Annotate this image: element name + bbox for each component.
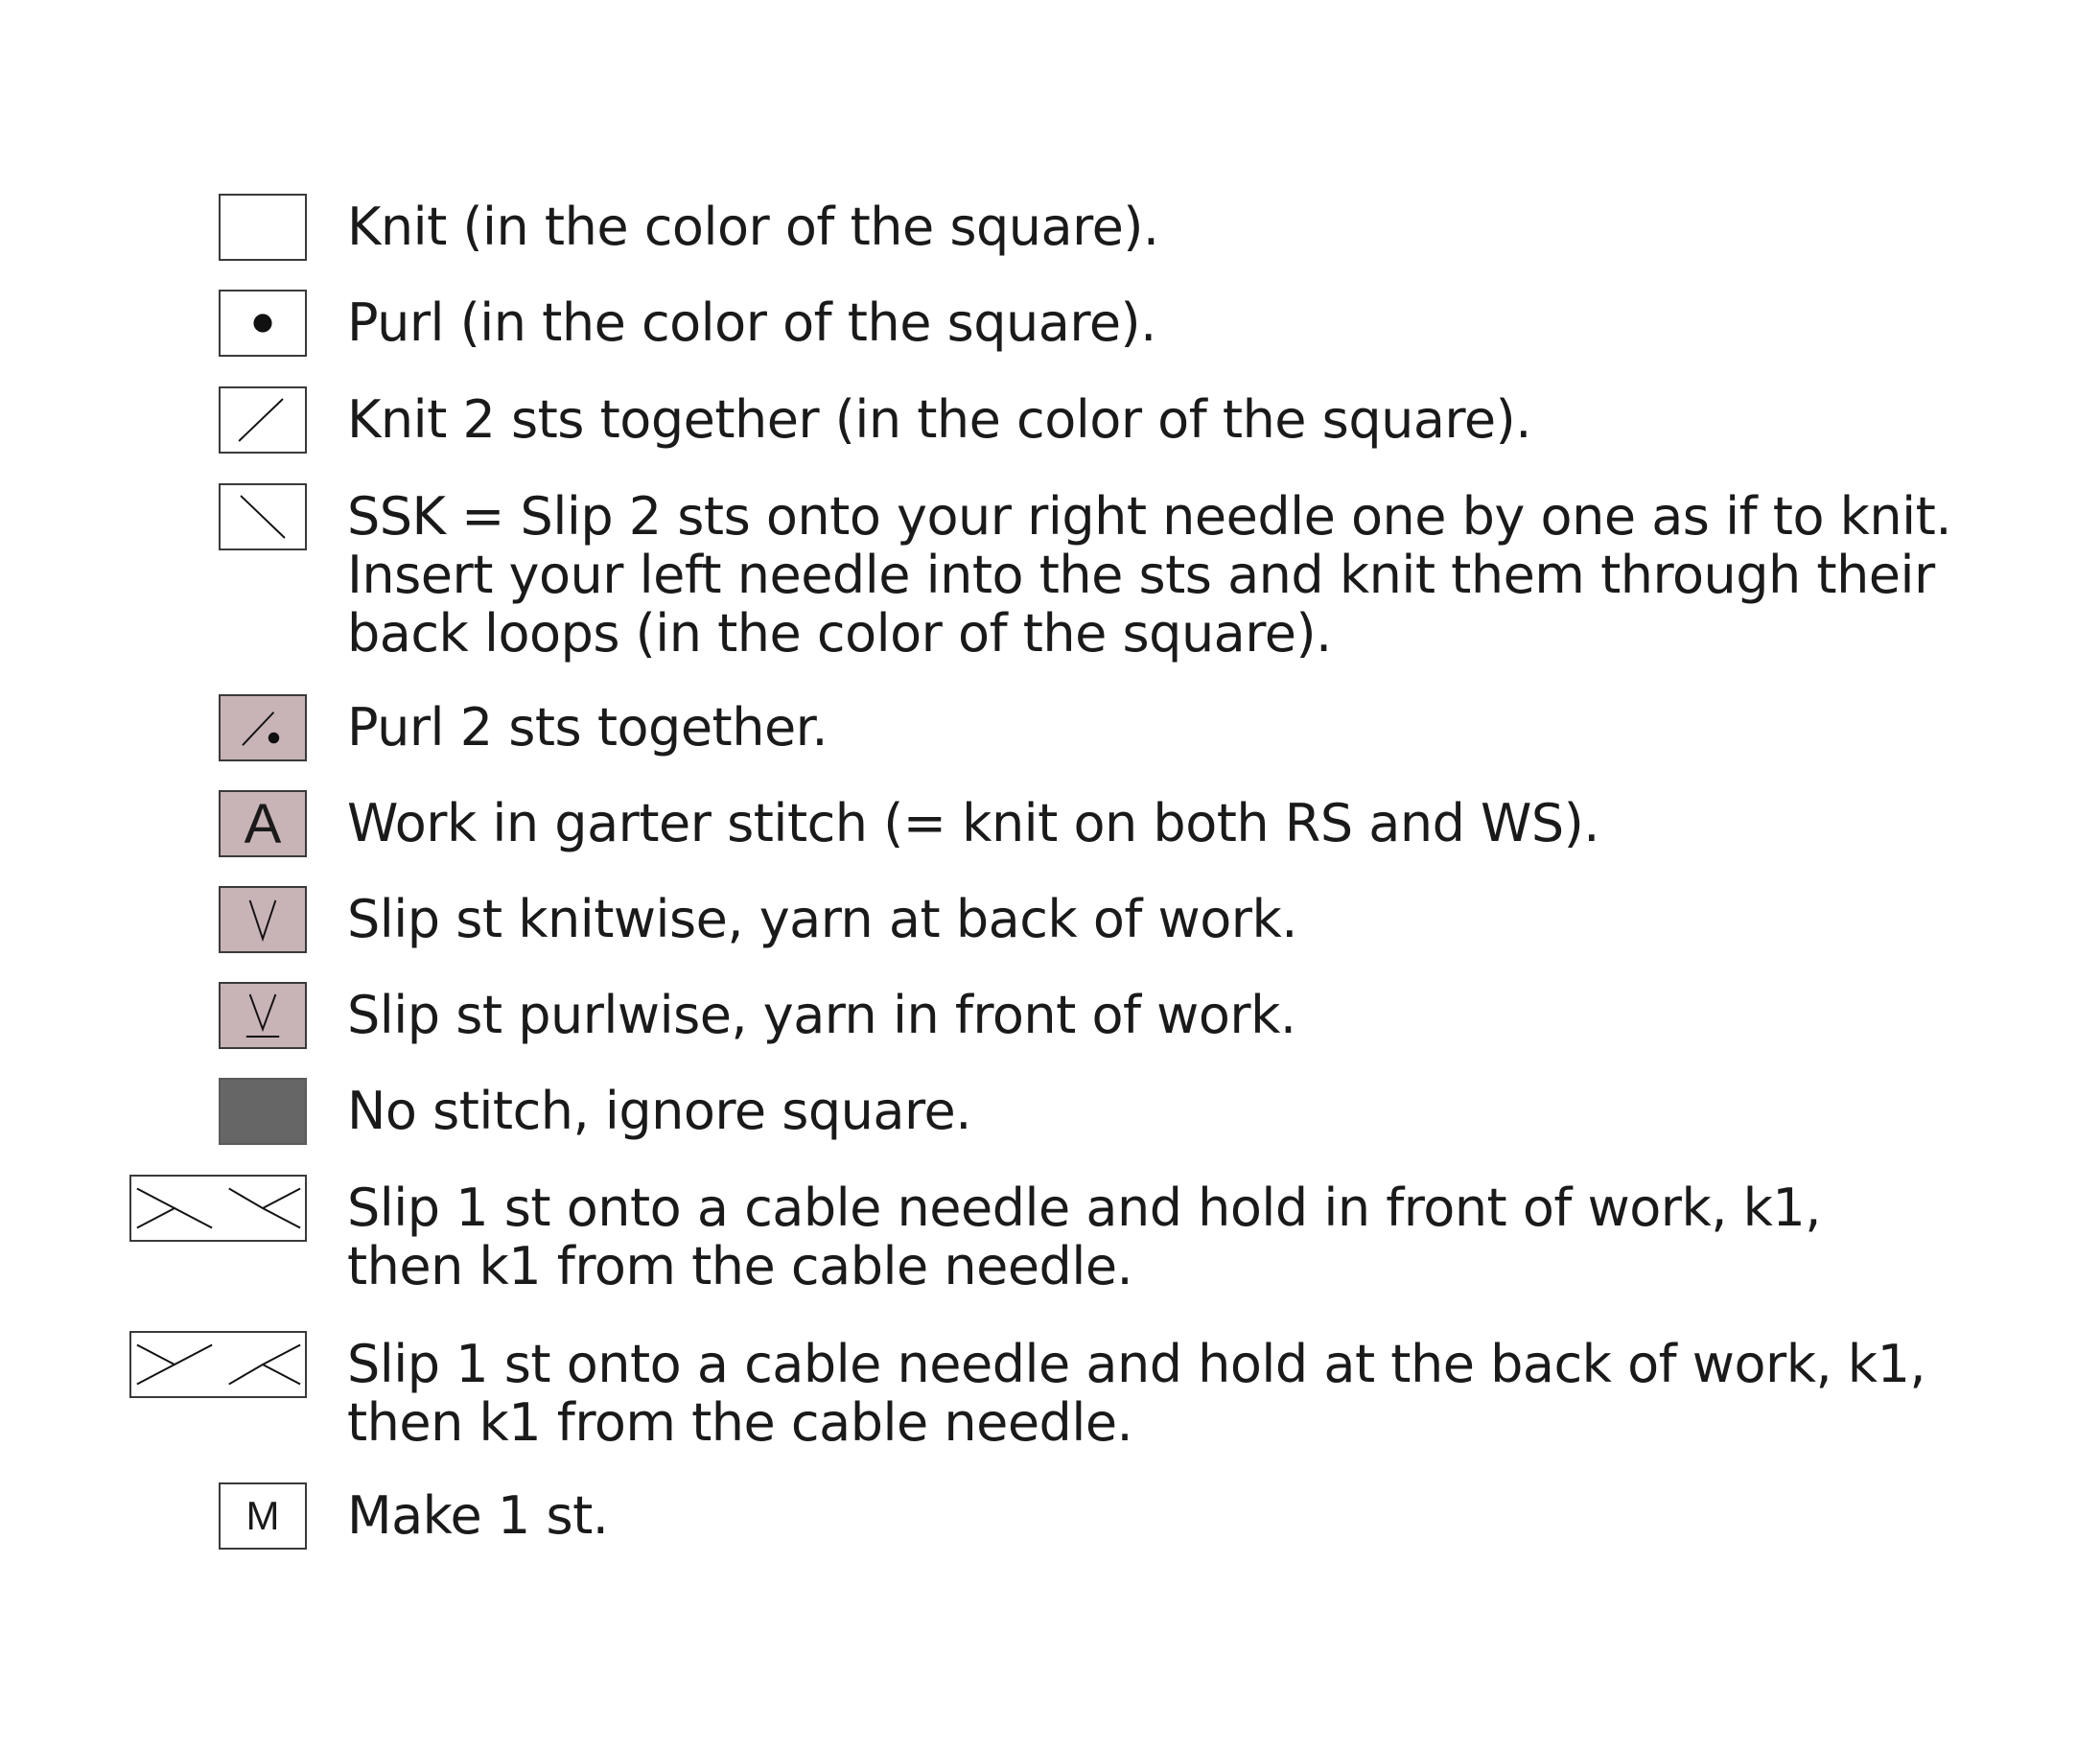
right-slant-square-icon [219, 386, 307, 454]
legend-text: SSK = Slip 2 sts onto your right needle one by one as if to knit. Insert your left needle into the sts and knit them through their back loops (in the color of the square). [347, 486, 1951, 664]
solid-square-icon [219, 1078, 307, 1145]
legend-text: Slip st knitwise, yarn at back of work. [347, 889, 1297, 949]
letter-m-square-icon [219, 1482, 307, 1550]
legend-text: Slip 1 st onto a cable needle and hold in front of work, k1, then k1 from the cable needle. [347, 1178, 1821, 1296]
legend-text: Slip 1 st onto a cable needle and hold at the back of work, k1, then k1 from the cable needle. [347, 1334, 1926, 1453]
legend-text: Purl 2 sts together. [347, 697, 828, 758]
legend-text: Slip st purlwise, yarn in front of work. [347, 985, 1296, 1045]
legend-text: Purl (in the color of the square). [347, 292, 1156, 353]
symbol-letter: M [245, 1493, 280, 1538]
dot-square-icon [219, 290, 307, 357]
cable-back-icon [129, 1331, 307, 1398]
symbol-letter: A [244, 792, 282, 855]
letter-a-square-icon [219, 790, 307, 857]
cable-front-icon [129, 1175, 307, 1242]
legend-text: Knit (in the color of the square). [347, 197, 1159, 257]
left-slant-square-icon [219, 483, 307, 550]
legend-text: Knit 2 sts together (in the color of the square). [347, 389, 1531, 450]
legend-text: Make 1 st. [347, 1485, 609, 1546]
legend-text: Work in garter stitch (= knit on both RS and WS). [347, 793, 1599, 853]
slant-dot-square-icon [219, 694, 307, 761]
v-underline-square-icon [219, 982, 307, 1049]
blank-square-icon [219, 194, 307, 261]
v-square-icon [219, 886, 307, 953]
legend-text: No stitch, ignore square. [347, 1081, 971, 1141]
